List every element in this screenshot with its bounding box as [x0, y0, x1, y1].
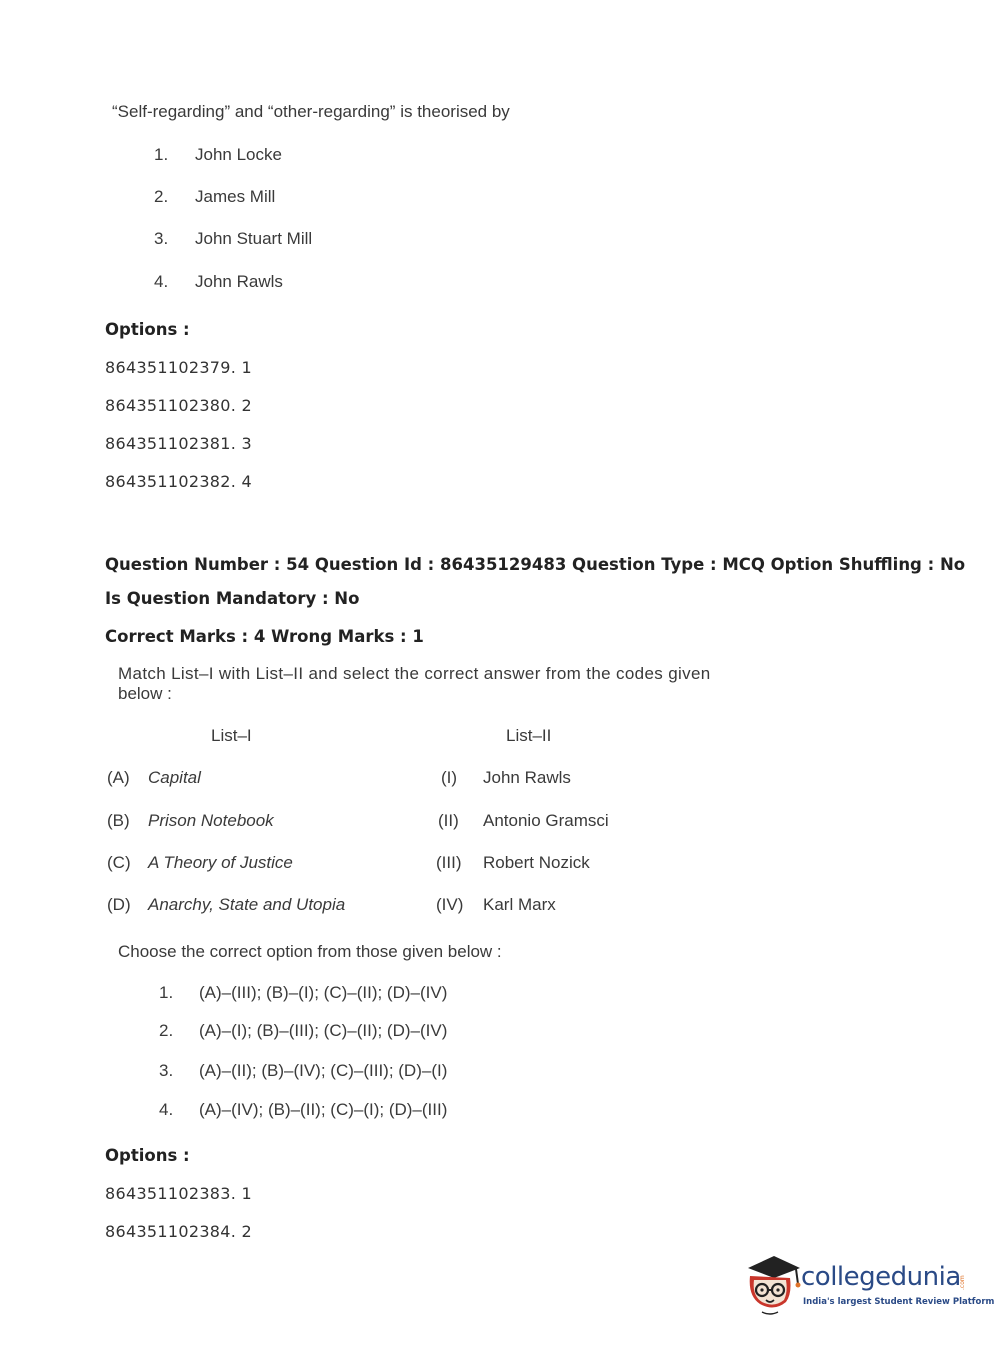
option-id: 864351102384. 2	[105, 1222, 253, 1241]
question-meta: Question Number : 54 Question Id : 86435129483 Question Type : MCQ Option Shuffling : No	[105, 555, 966, 574]
list1-code: (B)	[107, 811, 130, 830]
list1-item: A Theory of Justice	[148, 853, 293, 872]
list1-code: (D)	[107, 895, 131, 914]
q54-choice-num: 1.	[159, 983, 174, 1002]
list1-code: (A)	[107, 768, 130, 787]
option-id: 864351102383. 1	[105, 1184, 253, 1203]
question-marks: Correct Marks : 4 Wrong Marks : 1	[105, 627, 424, 646]
list2-header: List–II	[506, 726, 552, 745]
list2-code: (II)	[438, 811, 459, 830]
list1-item: Prison Notebook	[148, 811, 274, 830]
list1-header: List–I	[211, 726, 252, 745]
options-label: Options :	[105, 320, 190, 339]
option-id: 864351102381. 3	[105, 434, 253, 453]
q54-choice-num: 4.	[159, 1100, 174, 1119]
q53-choice-num: 4.	[154, 272, 169, 291]
option-id: 864351102382. 4	[105, 472, 253, 491]
q54-choice-text: (A)–(III); (B)–(I); (C)–(II); (D)–(IV)	[199, 983, 448, 1002]
q53-choice-text: John Stuart Mill	[195, 229, 313, 248]
list2-item: Robert Nozick	[483, 853, 590, 872]
q53-choice-text: John Locke	[195, 145, 282, 164]
logo-dotcom: .com	[959, 1275, 966, 1290]
q53-choice-num: 3.	[154, 229, 169, 248]
choose-instruction: Choose the correct option from those given below :	[118, 942, 502, 961]
logo-wordmark: collegedunia	[801, 1262, 961, 1292]
list2-code: (III)	[436, 853, 462, 872]
list2-item: Karl Marx	[483, 895, 556, 914]
q53-choice-text: James Mill	[195, 187, 276, 206]
option-id: 864351102379. 1	[105, 358, 253, 377]
list1-item: Capital	[148, 768, 201, 787]
q53-choice-text: John Rawls	[195, 272, 283, 291]
q54-choice-text: (A)–(I); (B)–(III); (C)–(II); (D)–(IV)	[199, 1021, 448, 1040]
list1-item: Anarchy, State and Utopia	[148, 895, 346, 914]
logo-tagline: India's largest Student Review Platform	[803, 1297, 995, 1307]
question-54-text-cont: below :	[118, 684, 172, 703]
student-mascot-icon	[740, 1250, 802, 1318]
question-54-text: Match List–I with List–II and select the correct answer from the codes given	[118, 664, 711, 683]
q54-choice-num: 3.	[159, 1061, 174, 1080]
question-53-text: “Self-regarding” and “other-regarding” is theorised by	[112, 102, 510, 121]
option-id: 864351102380. 2	[105, 396, 253, 415]
q54-choice-text: (A)–(II); (B)–(IV); (C)–(III); (D)–(I)	[199, 1061, 448, 1080]
list2-code: (I)	[441, 768, 458, 787]
q54-choice-text: (A)–(IV); (B)–(II); (C)–(I); (D)–(III)	[199, 1100, 448, 1119]
q53-choice-num: 2.	[154, 187, 169, 206]
list1-code: (C)	[107, 853, 131, 872]
collegedunia-logo	[740, 1250, 995, 1320]
q54-choice-num: 2.	[159, 1021, 174, 1040]
question-mandatory: Is Question Mandatory : No	[105, 589, 360, 608]
list2-code: (IV)	[436, 895, 464, 914]
q53-choice-num: 1.	[154, 145, 169, 164]
list2-item: John Rawls	[483, 768, 571, 787]
list2-item: Antonio Gramsci	[483, 811, 609, 830]
options-label: Options :	[105, 1146, 190, 1165]
